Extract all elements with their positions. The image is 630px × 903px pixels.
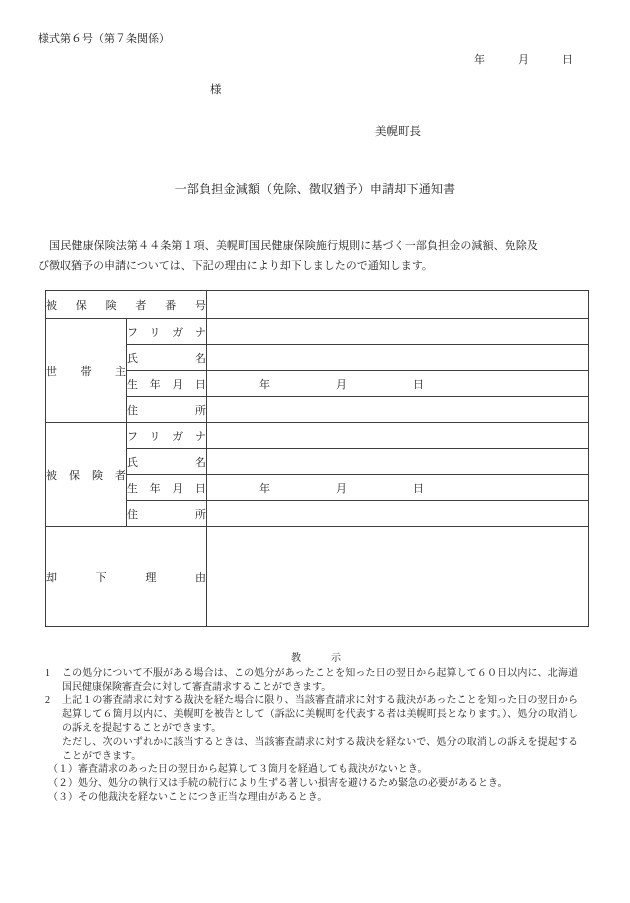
notice-item-2 bbox=[45, 694, 594, 735]
addressee-honorific: 様 bbox=[210, 84, 222, 96]
insured-person-furigana-value bbox=[207, 423, 589, 449]
insured-person-name-row bbox=[46, 449, 589, 475]
date-line: 年 月 日 bbox=[474, 54, 573, 66]
furigana-label: フリガナ bbox=[127, 423, 207, 449]
applicant-info-table bbox=[45, 290, 589, 627]
rejection-reason-label: 却下理由 bbox=[46, 527, 207, 627]
birthdate-label: 生年月日 bbox=[127, 475, 207, 501]
household-head-furigana-value bbox=[207, 319, 589, 345]
notice-section bbox=[38, 652, 594, 805]
household-head-furigana-row bbox=[46, 319, 589, 345]
name-label: 氏名 bbox=[127, 449, 207, 475]
household-head-birthdate-value: 年 月 日 bbox=[207, 371, 589, 397]
form-code: 様式第６号（第７条関係） bbox=[38, 33, 170, 45]
rejection-reason-row bbox=[46, 527, 589, 627]
insured-person-address-value bbox=[207, 501, 589, 527]
notice-subitem-2: （２）処分、処分の執行又は手続の続行により生ずる著しい損害を避けるため緊急の必要があるとき。 bbox=[48, 778, 508, 790]
document-title: 一部負担金減額（免除、徴収猶予）申請却下通知書 bbox=[174, 182, 456, 196]
furigana-label: フリガナ bbox=[127, 319, 207, 345]
rejection-reason-value bbox=[207, 527, 589, 627]
household-head-address-value bbox=[207, 397, 589, 423]
insured-person-address-row bbox=[46, 501, 589, 527]
insured-number-row bbox=[46, 291, 589, 319]
insured-person-name-value bbox=[207, 449, 589, 475]
notice-item-2-number: 2 bbox=[45, 695, 50, 707]
insured-person-label: 被保険者 bbox=[46, 423, 127, 527]
insured-number-value bbox=[207, 291, 589, 319]
notice-heading: 教 示 bbox=[291, 653, 341, 664]
address-label: 住所 bbox=[127, 397, 207, 423]
household-head-birthdate-row bbox=[46, 371, 589, 397]
insured-number-label: 被保険者番号 bbox=[46, 291, 207, 319]
notice-proviso: ただし、次のいずれかに該当するときは、当該審査請求に対する裁決を経ないで、処分の取消しの訴えを提起することができます。 bbox=[62, 736, 578, 762]
body-paragraph: 国民健康保険法第４４条第１項、美幌町国民健康保険施行規則に基づく一部負担金の減額、免除及び徴収猶予の申請については、下記の理由により却下しましたので通知します。 bbox=[38, 240, 538, 272]
insured-person-furigana-row bbox=[46, 423, 589, 449]
sender-name: 美幌町長 bbox=[375, 126, 421, 138]
insured-person-birthdate-row bbox=[46, 475, 589, 501]
notice-item-1-number: 1 bbox=[45, 667, 50, 679]
household-head-name-row bbox=[46, 345, 589, 371]
address-label: 住所 bbox=[127, 501, 207, 527]
insured-person-birthdate-value: 年 月 日 bbox=[207, 475, 589, 501]
notice-subitem-1: （１）審査請求のあった日の翌日から起算して３箇月を経過しても裁決がないとき。 bbox=[48, 764, 428, 776]
birthdate-label: 生年月日 bbox=[127, 371, 207, 397]
notice-subitem-3: （３）その他裁決を経ないことにつき正当な理由があるとき。 bbox=[48, 791, 328, 803]
name-label: 氏名 bbox=[127, 345, 207, 371]
notice-item-1 bbox=[45, 667, 594, 695]
household-head-name-value bbox=[207, 345, 589, 371]
notice-item-2-text: 上記１の審査請求に対する裁決を経た場合に限り、当該審査請求に対する裁決があったことを知った日の翌日から起算して６箇月以内に、美幌町を被告として（訴訟に美幌町を代表する者は美幌町長となります。）、処分の取消しの訴えを提起することができます。 bbox=[62, 695, 578, 734]
household-head-label: 世帯主 bbox=[46, 319, 127, 423]
notice-item-1-text: この処分について不服がある場合は、この処分があったことを知った日の翌日から起算して６０日以内に、北海道国民健康保険審査会に対して審査請求することができます。 bbox=[62, 667, 578, 693]
household-head-address-row bbox=[46, 397, 589, 423]
